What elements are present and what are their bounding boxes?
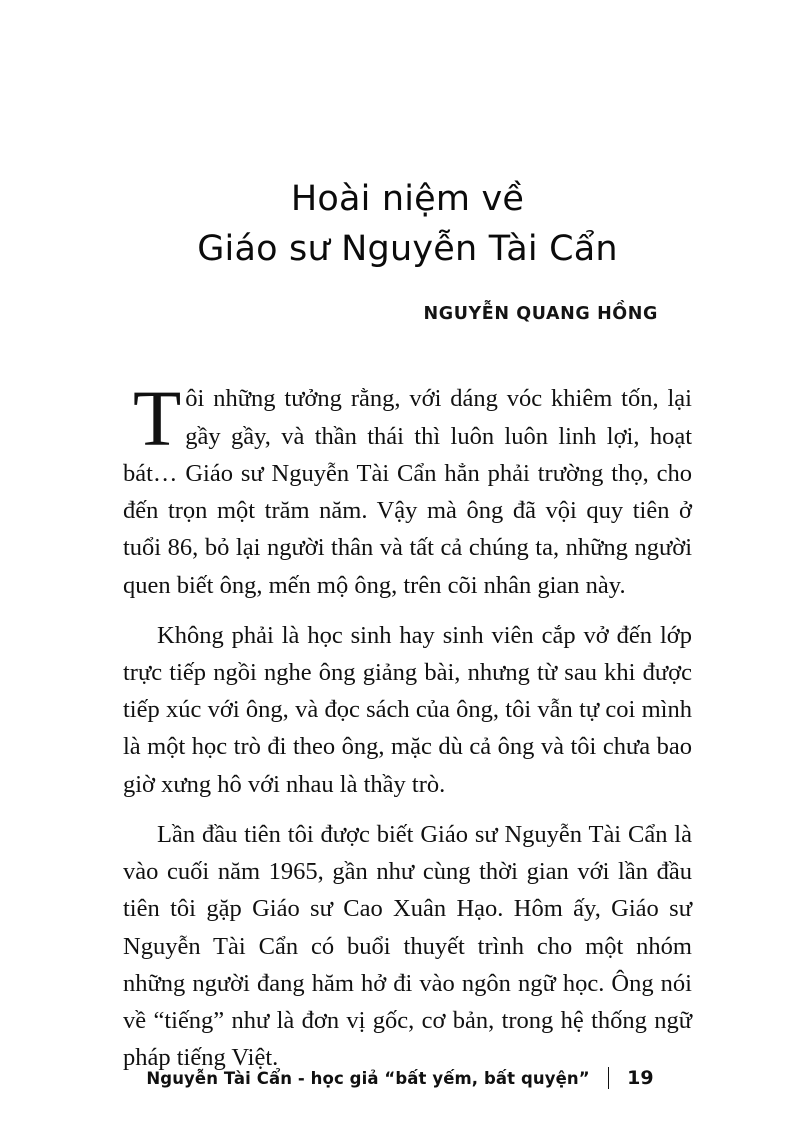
paragraph-2: Không phải là học sinh hay sinh viên cắp vở đến lớp trực tiếp ngồi nghe ông giảng bài, nhưng từ sau khi được tiếp xúc với ông, và đọc sách của ông, tôi vẫn tự coi mình là một học trò đi theo ông, mặc dù cả ông và tôi chưa bao giờ xưng hô với nhau là thầy trò. [123,621,692,798]
author-byline [123,304,692,324]
title-line-1: Hoài niệm về [290,179,525,219]
page-number: 19 [627,1067,654,1089]
paragraph-1 [123,376,692,603]
running-head: Nguyễn Tài Cẩn - học giả “bất yếm, bất quyện” [146,1068,590,1088]
paragraph-3: Lần đầu tiên tôi được biết Giáo sư Nguyễn Tài Cẩn là vào cuối năm 1965, gần như cùng thời gian với lần đầu tiên tôi gặp Giáo sư Cao Xuân Hạo. Hôm ấy, Giáo sư Nguyễn Tài Cẩn có buổi thuyết trình cho một nhóm những người đang hăm hở đi vào ngôn ngữ học. Ông nói về “tiếng” như là đơn vị gốc, cơ bản, trong hệ thống ngữ pháp tiếng Việt. [123,820,692,1072]
page-title [123,175,692,274]
footer-divider [608,1067,610,1089]
page-footer [0,1067,800,1089]
footer-inner [146,1067,653,1089]
title-line-2: Giáo sư Nguyễn Tài Cẩn [197,228,618,269]
author-name: NGUYỄN QUANG HỒNG [423,304,658,325]
paragraph-1-text: ôi những tưởng rằng, với dáng vóc khiêm tốn, lại gầy gầy, và thần thái thì luôn luôn linh lợi, hoạt bát… Giáo sư Nguyễn Tài Cẩn hẳn phải trường thọ, cho đến trọn một trăm năm. Vậy mà ông đã vội quy tiên ở tuổi 86, bỏ lại người thân và tất cả chúng ta, những người quen biết ông, mến mộ ông, trên cõi nhân gian này. [123,385,692,599]
article-body [123,376,692,1076]
drop-cap: T [133,376,182,464]
